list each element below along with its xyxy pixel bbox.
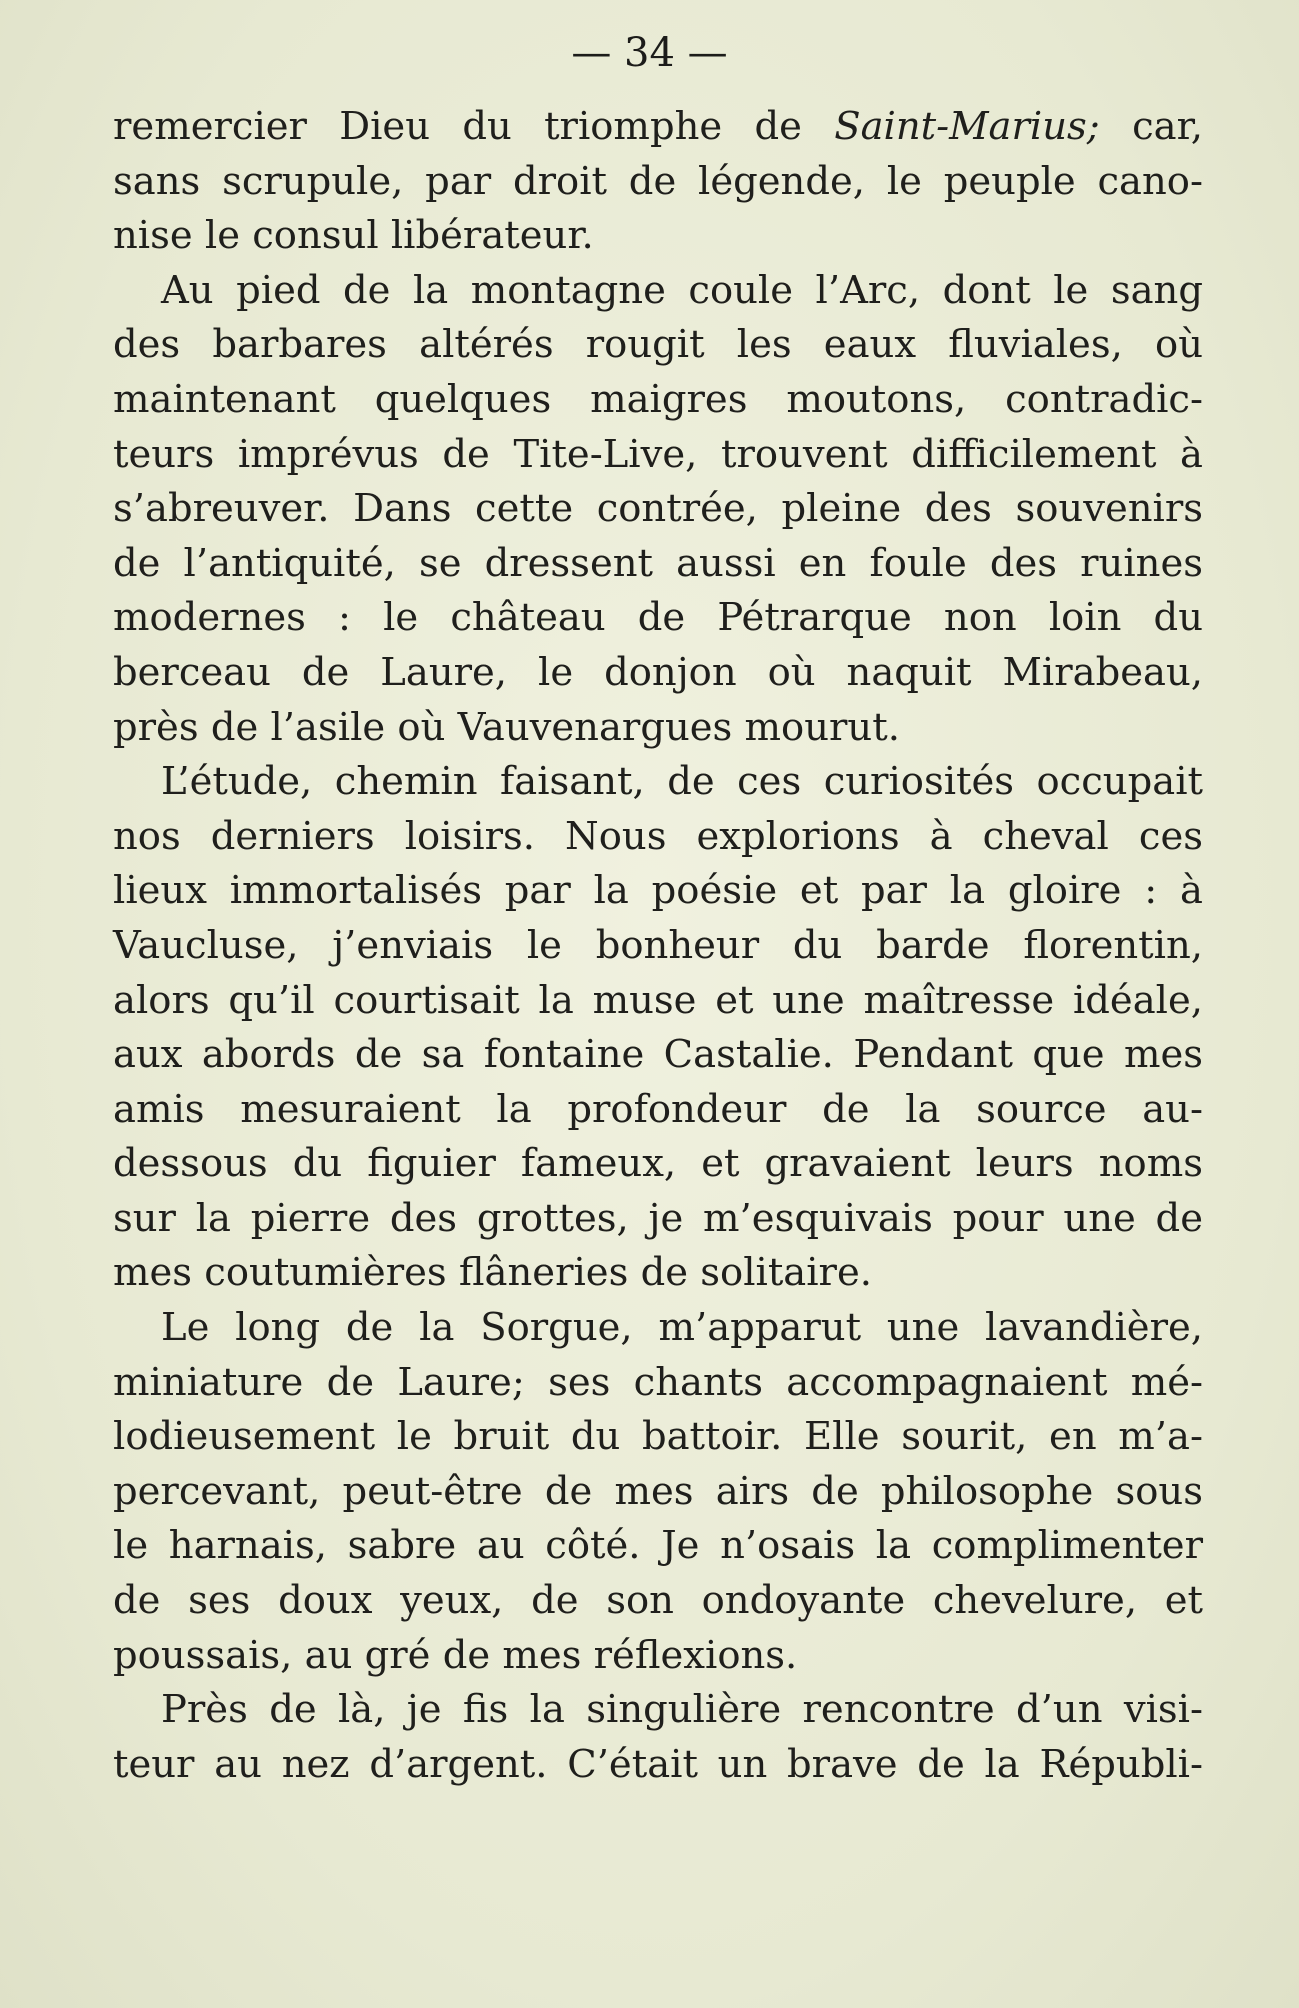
paragraph-start: L’étude, chemin faisant, de ces curiosités occupait [161, 759, 1203, 805]
body-text [113, 100, 1203, 1792]
text-line: modernes : le château de Pétrarque non loin du [113, 595, 1203, 641]
text-line: mes coutumières flâneries de solitaire. [113, 1250, 872, 1296]
text-line: de ses doux yeux, de son ondoyante chevelure, et [113, 1578, 1203, 1624]
text-line: de l’antiquité, se dressent aussi en foule des ruines [113, 540, 1203, 586]
text-line: nos derniers loisirs. Nous explorions à cheval ces [113, 813, 1203, 859]
text-line: miniature de Laure; ses chants accompagnaient mé- [113, 1359, 1203, 1405]
text-line: lodieusement le bruit du battoir. Elle sourit, en m’a- [113, 1414, 1203, 1460]
text-line: dessous du figuier fameux, et gravaient leurs noms [113, 1141, 1203, 1187]
text-line: remercier Dieu du triomphe de Saint-Marius; car, [113, 104, 1203, 149]
text-line: alors qu’il courtisait la muse et une maîtresse idéale, [113, 977, 1203, 1023]
page-number: — 34 — [571, 30, 728, 76]
text-line: sur la pierre des grottes, je m’esquivais pour une de [113, 1195, 1203, 1241]
text-line: amis mesuraient la profondeur de la source au- [113, 1086, 1203, 1132]
text-line: nise le consul libérateur. [113, 213, 594, 259]
text-line: le harnais, sabre au côté. Je n’osais la complimenter [113, 1523, 1203, 1569]
text-line: maintenant quelques maigres moutons, contradic- [113, 376, 1203, 422]
paragraph-start: Près de là, je fis la singulière rencontre d’un visi- [161, 1687, 1203, 1733]
paragraph-start: Au pied de la montagne coule l’Arc, dont le sang [161, 267, 1203, 313]
text-line: poussais, au gré de mes réflexions. [113, 1632, 798, 1678]
text-line: teurs imprévus de Tite-Live, trouvent difficilement à [113, 431, 1203, 477]
text-line: des barbares altérés rougit les eaux fluviales, où [113, 322, 1203, 368]
text-line: percevant, peut-être de mes airs de philosophe sous [113, 1468, 1203, 1514]
text-line: aux abords de sa fontaine Castalie. Pendant que mes [113, 1032, 1203, 1078]
italic-saint-name: Saint-Marius; [834, 104, 1100, 149]
text-line: berceau de Laure, le donjon où naquit Mirabeau, [113, 649, 1203, 695]
text-line: près de l’asile où Vauvenargues mourut. [113, 704, 900, 750]
text-line: Vaucluse, j’enviais le bonheur du barde florentin, [113, 922, 1203, 968]
text-line: teur au nez d’argent. C’était un brave de la Républi- [113, 1741, 1203, 1787]
text-line: sans scrupule, par droit de légende, le peuple cano- [113, 158, 1203, 204]
text-line: s’abreuver. Dans cette contrée, pleine des souvenirs [113, 486, 1203, 532]
text-line: lieux immortalisés par la poésie et par la gloire : à [113, 868, 1203, 914]
paragraph-start: Le long de la Sorgue, m’apparut une lavandière, [161, 1305, 1203, 1351]
